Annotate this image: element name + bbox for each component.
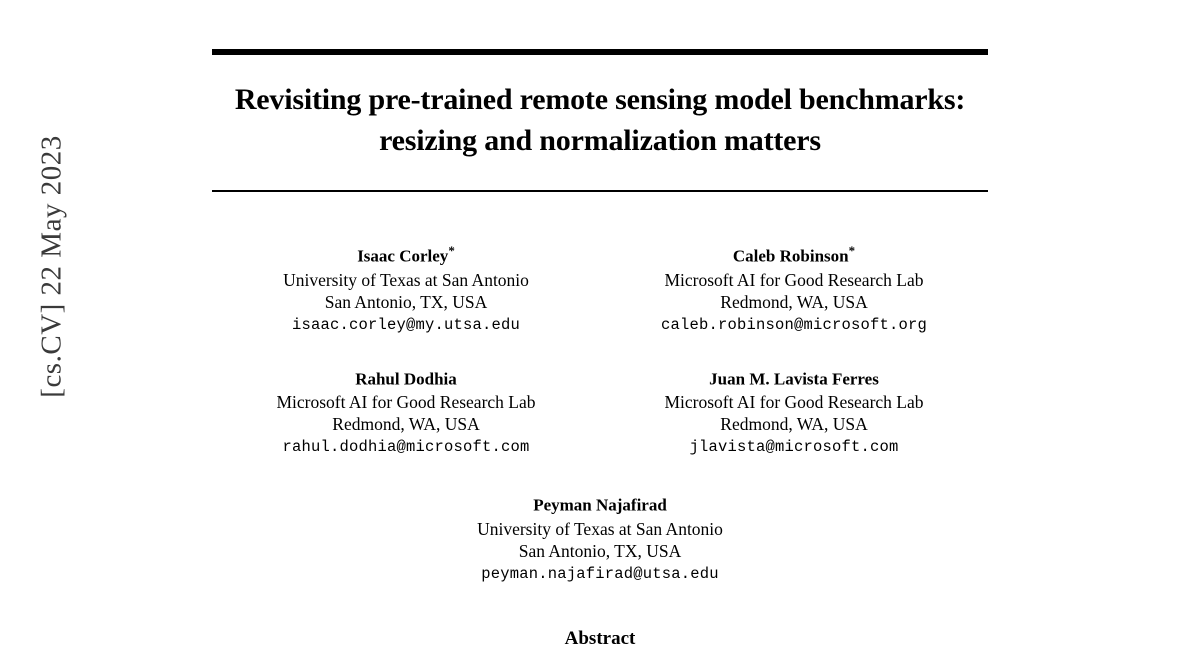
author-name xyxy=(212,240,600,268)
author-name-text: Peyman Najafirad xyxy=(533,495,667,515)
title-rule-bottom xyxy=(212,190,988,192)
author-row xyxy=(212,240,988,337)
author-affiliation-line2: San Antonio, TX, USA xyxy=(324,291,488,312)
author-block xyxy=(212,363,600,460)
author-affiliation-line2: Redmond, WA, USA xyxy=(720,414,868,435)
paper-content xyxy=(212,0,988,648)
author-name xyxy=(212,363,600,391)
author-name-text: Rahul Dodhia xyxy=(355,369,457,389)
author-affiliation-line1: Microsoft AI for Good Research Lab xyxy=(664,269,924,290)
author-name-text: Caleb Robinson xyxy=(732,246,849,266)
author-email: jlavista@microsoft.com xyxy=(689,438,899,457)
author-affiliation-line2: Redmond, WA, USA xyxy=(332,414,480,435)
title-rule-top xyxy=(212,49,988,55)
author-block xyxy=(406,489,794,586)
author-affiliation-line1: Microsoft AI for Good Research Lab xyxy=(276,392,536,413)
author-affiliation-line1: University of Texas at San Antonio xyxy=(283,269,529,290)
author-row xyxy=(212,489,988,586)
author-name xyxy=(600,363,988,391)
author-affiliation-line2: San Antonio, TX, USA xyxy=(518,540,682,561)
arxiv-stamp: [cs.CV] 22 May 2023 xyxy=(35,135,68,398)
author-email: caleb.robinson@microsoft.org xyxy=(660,315,928,334)
author-footnote-marker: * xyxy=(848,243,856,258)
author-affiliation-line1: Microsoft AI for Good Research Lab xyxy=(664,392,924,413)
page-title: Revisiting pre-trained remote sensing model benchmarks: resizing and normalization matters xyxy=(234,83,966,157)
author-affiliation-line2: Redmond, WA, USA xyxy=(720,291,868,312)
author-email: rahul.dodhia@microsoft.com xyxy=(282,438,530,457)
author-name xyxy=(406,489,794,517)
author-name xyxy=(600,240,988,268)
author-list xyxy=(212,240,988,586)
author-name-text: Juan M. Lavista Ferres xyxy=(709,369,879,389)
author-email: peyman.najafirad@utsa.edu xyxy=(481,564,719,583)
author-block xyxy=(212,240,600,337)
author-row xyxy=(212,363,988,460)
author-block xyxy=(600,363,988,460)
author-footnote-marker: * xyxy=(448,243,455,258)
abstract-heading: Abstract xyxy=(564,628,636,649)
author-row-spacer xyxy=(212,459,988,489)
author-affiliation-line1: University of Texas at San Antonio xyxy=(477,518,723,539)
author-row-spacer xyxy=(212,337,988,363)
author-block xyxy=(600,240,988,337)
author-email: isaac.corley@my.utsa.edu xyxy=(291,315,521,334)
author-name-text: Isaac Corley xyxy=(357,246,449,266)
